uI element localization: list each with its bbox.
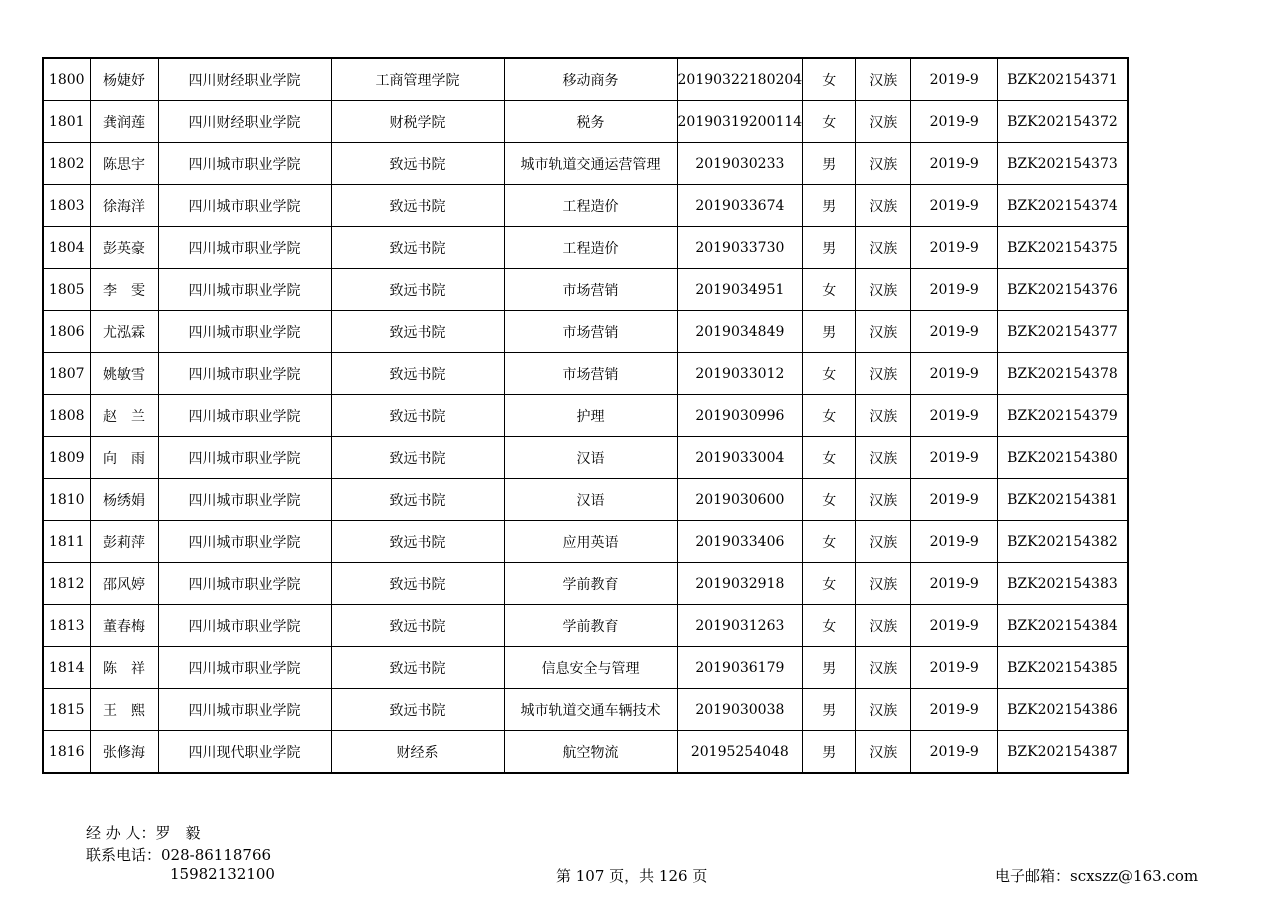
seq-cell: 1810 — [43, 479, 90, 521]
page-number: 第 107 页，共 126 页 — [556, 867, 708, 885]
ethnicity-cell: 汉族 — [856, 58, 911, 101]
seq-cell: 1800 — [43, 58, 90, 101]
major-cell: 城市轨道交通运营管理 — [504, 143, 677, 185]
student-id-cell: 2019034951 — [677, 269, 803, 311]
school-cell: 四川城市职业学院 — [158, 479, 331, 521]
department-cell: 致远书院 — [331, 437, 504, 479]
table-row — [43, 227, 1128, 269]
enrollment-cell: 2019-9 — [911, 311, 998, 353]
major-cell: 移动商务 — [504, 58, 677, 101]
seq-cell: 1803 — [43, 185, 90, 227]
ethnicity-cell: 汉族 — [856, 353, 911, 395]
certificate-cell: BZK202154373 — [998, 143, 1128, 185]
department-cell: 致远书院 — [331, 563, 504, 605]
student-id-cell: 2019031263 — [677, 605, 803, 647]
seq-cell: 1807 — [43, 353, 90, 395]
student-id-cell: 2019030600 — [677, 479, 803, 521]
certificate-cell: BZK202154377 — [998, 311, 1128, 353]
seq-cell: 1814 — [43, 647, 90, 689]
gender-cell: 男 — [803, 647, 856, 689]
school-cell: 四川城市职业学院 — [158, 521, 331, 563]
ethnicity-cell: 汉族 — [856, 731, 911, 774]
student-id-cell: 2019033406 — [677, 521, 803, 563]
certificate-cell: BZK202154380 — [998, 437, 1128, 479]
gender-cell: 女 — [803, 353, 856, 395]
table-row — [43, 479, 1128, 521]
student-id-cell: 20195254048 — [677, 731, 803, 774]
enrollment-cell: 2019-9 — [911, 143, 998, 185]
student-id-cell: 2019030038 — [677, 689, 803, 731]
school-cell: 四川城市职业学院 — [158, 227, 331, 269]
school-cell: 四川财经职业学院 — [158, 101, 331, 143]
seq-cell: 1816 — [43, 731, 90, 774]
certificate-cell: BZK202154386 — [998, 689, 1128, 731]
table-row — [43, 395, 1128, 437]
certificate-cell: BZK202154372 — [998, 101, 1128, 143]
table-row — [43, 437, 1128, 479]
name-cell: 陈 祥 — [90, 647, 158, 689]
student-id-cell: 2019030233 — [677, 143, 803, 185]
name-cell: 陈思宇 — [90, 143, 158, 185]
certificate-cell: BZK202154382 — [998, 521, 1128, 563]
gender-cell: 女 — [803, 521, 856, 563]
ethnicity-cell: 汉族 — [856, 521, 911, 563]
school-cell: 四川城市职业学院 — [158, 647, 331, 689]
name-cell: 杨婕妤 — [90, 58, 158, 101]
table-row — [43, 731, 1128, 774]
student-id-cell: 2019033730 — [677, 227, 803, 269]
school-cell: 四川城市职业学院 — [158, 395, 331, 437]
ethnicity-cell: 汉族 — [856, 563, 911, 605]
certificate-cell: BZK202154384 — [998, 605, 1128, 647]
seq-cell: 1809 — [43, 437, 90, 479]
certificate-cell: BZK202154371 — [998, 58, 1128, 101]
major-cell: 工程造价 — [504, 185, 677, 227]
ethnicity-cell: 汉族 — [856, 227, 911, 269]
enrollment-cell: 2019-9 — [911, 647, 998, 689]
seq-cell: 1811 — [43, 521, 90, 563]
school-cell: 四川城市职业学院 — [158, 269, 331, 311]
department-cell: 财经系 — [331, 731, 504, 774]
name-cell: 赵 兰 — [90, 395, 158, 437]
table-row — [43, 689, 1128, 731]
student-id-cell: 2019032918 — [677, 563, 803, 605]
department-cell: 致远书院 — [331, 521, 504, 563]
ethnicity-cell: 汉族 — [856, 311, 911, 353]
name-cell: 龚润莲 — [90, 101, 158, 143]
table-row — [43, 143, 1128, 185]
certificate-cell: BZK202154378 — [998, 353, 1128, 395]
major-cell: 市场营销 — [504, 311, 677, 353]
certificate-cell: BZK202154385 — [998, 647, 1128, 689]
department-cell: 致远书院 — [331, 647, 504, 689]
roster-body — [43, 58, 1128, 773]
seq-cell: 1813 — [43, 605, 90, 647]
table-row — [43, 101, 1128, 143]
table-row — [43, 647, 1128, 689]
gender-cell: 男 — [803, 227, 856, 269]
gender-cell: 男 — [803, 143, 856, 185]
major-cell: 汉语 — [504, 479, 677, 521]
department-cell: 致远书院 — [331, 269, 504, 311]
enrollment-cell: 2019-9 — [911, 227, 998, 269]
enrollment-cell: 2019-9 — [911, 353, 998, 395]
table-row — [43, 605, 1128, 647]
student-id-cell: 2019033012 — [677, 353, 803, 395]
name-cell: 彭莉萍 — [90, 521, 158, 563]
enrollment-cell: 2019-9 — [911, 689, 998, 731]
name-cell: 王 熙 — [90, 689, 158, 731]
certificate-cell: BZK202154379 — [998, 395, 1128, 437]
school-cell: 四川城市职业学院 — [158, 143, 331, 185]
enrollment-cell: 2019-9 — [911, 269, 998, 311]
name-cell: 邵风婷 — [90, 563, 158, 605]
name-cell: 彭英豪 — [90, 227, 158, 269]
major-cell: 学前教育 — [504, 605, 677, 647]
ethnicity-cell: 汉族 — [856, 479, 911, 521]
gender-cell: 男 — [803, 689, 856, 731]
seq-cell: 1815 — [43, 689, 90, 731]
ethnicity-cell: 汉族 — [856, 605, 911, 647]
school-cell: 四川财经职业学院 — [158, 58, 331, 101]
name-cell: 姚敏雪 — [90, 353, 158, 395]
certificate-cell: BZK202154381 — [998, 479, 1128, 521]
school-cell: 四川城市职业学院 — [158, 311, 331, 353]
seq-cell: 1806 — [43, 311, 90, 353]
student-id-cell: 2019030996 — [677, 395, 803, 437]
school-cell: 四川城市职业学院 — [158, 563, 331, 605]
major-cell: 护理 — [504, 395, 677, 437]
name-cell: 张修海 — [90, 731, 158, 774]
department-cell: 致远书院 — [331, 689, 504, 731]
major-cell: 市场营销 — [504, 353, 677, 395]
ethnicity-cell: 汉族 — [856, 437, 911, 479]
gender-cell: 女 — [803, 605, 856, 647]
handler-label: 经 办 人：罗 毅 — [86, 824, 201, 842]
student-id-cell: 20190319200114 — [677, 101, 803, 143]
enrollment-cell: 2019-9 — [911, 395, 998, 437]
gender-cell: 女 — [803, 437, 856, 479]
table-row — [43, 521, 1128, 563]
table-row — [43, 563, 1128, 605]
student-id-cell: 2019033674 — [677, 185, 803, 227]
department-cell: 致远书院 — [331, 143, 504, 185]
department-cell: 致远书院 — [331, 311, 504, 353]
student-id-cell: 2019036179 — [677, 647, 803, 689]
phone-label: 联系电话：028-86118766 — [86, 846, 272, 864]
table-row — [43, 58, 1128, 101]
seq-cell: 1802 — [43, 143, 90, 185]
department-cell: 致远书院 — [331, 353, 504, 395]
major-cell: 市场营销 — [504, 269, 677, 311]
gender-cell: 女 — [803, 563, 856, 605]
department-cell: 致远书院 — [331, 605, 504, 647]
department-cell: 致远书院 — [331, 227, 504, 269]
name-cell: 李 雯 — [90, 269, 158, 311]
department-cell: 致远书院 — [331, 395, 504, 437]
gender-cell: 男 — [803, 731, 856, 774]
name-cell: 董春梅 — [90, 605, 158, 647]
department-cell: 工商管理学院 — [331, 58, 504, 101]
email-label: 电子邮箱：scxszz@163.com — [995, 867, 1199, 885]
student-id-cell: 20190322180204 — [677, 58, 803, 101]
ethnicity-cell: 汉族 — [856, 647, 911, 689]
major-cell: 城市轨道交通车辆技术 — [504, 689, 677, 731]
department-cell: 财税学院 — [331, 101, 504, 143]
certificate-cell: BZK202154383 — [998, 563, 1128, 605]
major-cell: 工程造价 — [504, 227, 677, 269]
seq-cell: 1808 — [43, 395, 90, 437]
school-cell: 四川城市职业学院 — [158, 185, 331, 227]
certificate-cell: BZK202154375 — [998, 227, 1128, 269]
school-cell: 四川现代职业学院 — [158, 731, 331, 774]
major-cell: 应用英语 — [504, 521, 677, 563]
enrollment-cell: 2019-9 — [911, 437, 998, 479]
major-cell: 税务 — [504, 101, 677, 143]
seq-cell: 1805 — [43, 269, 90, 311]
enrollment-cell: 2019-9 — [911, 58, 998, 101]
certificate-cell: BZK202154376 — [998, 269, 1128, 311]
gender-cell: 男 — [803, 311, 856, 353]
enrollment-cell: 2019-9 — [911, 605, 998, 647]
ethnicity-cell: 汉族 — [856, 395, 911, 437]
table-row — [43, 185, 1128, 227]
gender-cell: 女 — [803, 479, 856, 521]
school-cell: 四川城市职业学院 — [158, 437, 331, 479]
gender-cell: 女 — [803, 101, 856, 143]
certificate-cell: BZK202154387 — [998, 731, 1128, 774]
school-cell: 四川城市职业学院 — [158, 605, 331, 647]
gender-cell: 男 — [803, 185, 856, 227]
ethnicity-cell: 汉族 — [856, 689, 911, 731]
gender-cell: 女 — [803, 395, 856, 437]
enrollment-cell: 2019-9 — [911, 731, 998, 774]
major-cell: 航空物流 — [504, 731, 677, 774]
student-id-cell: 2019033004 — [677, 437, 803, 479]
seq-cell: 1804 — [43, 227, 90, 269]
table-row — [43, 311, 1128, 353]
certificate-cell: BZK202154374 — [998, 185, 1128, 227]
name-cell: 尤泓霖 — [90, 311, 158, 353]
major-cell: 汉语 — [504, 437, 677, 479]
name-cell: 杨绣娟 — [90, 479, 158, 521]
ethnicity-cell: 汉族 — [856, 269, 911, 311]
gender-cell: 女 — [803, 269, 856, 311]
seq-cell: 1812 — [43, 563, 90, 605]
school-cell: 四川城市职业学院 — [158, 689, 331, 731]
ethnicity-cell: 汉族 — [856, 185, 911, 227]
major-cell: 学前教育 — [504, 563, 677, 605]
student-roster-table — [42, 57, 1129, 774]
gender-cell: 女 — [803, 58, 856, 101]
enrollment-cell: 2019-9 — [911, 479, 998, 521]
major-cell: 信息安全与管理 — [504, 647, 677, 689]
enrollment-cell: 2019-9 — [911, 101, 998, 143]
seq-cell: 1801 — [43, 101, 90, 143]
name-cell: 向 雨 — [90, 437, 158, 479]
name-cell: 徐海洋 — [90, 185, 158, 227]
school-cell: 四川城市职业学院 — [158, 353, 331, 395]
table-row — [43, 353, 1128, 395]
enrollment-cell: 2019-9 — [911, 563, 998, 605]
student-id-cell: 2019034849 — [677, 311, 803, 353]
department-cell: 致远书院 — [331, 479, 504, 521]
enrollment-cell: 2019-9 — [911, 521, 998, 563]
table-row — [43, 269, 1128, 311]
department-cell: 致远书院 — [331, 185, 504, 227]
ethnicity-cell: 汉族 — [856, 143, 911, 185]
enrollment-cell: 2019-9 — [911, 185, 998, 227]
phone-secondary: 15982132100 — [170, 865, 275, 883]
ethnicity-cell: 汉族 — [856, 101, 911, 143]
